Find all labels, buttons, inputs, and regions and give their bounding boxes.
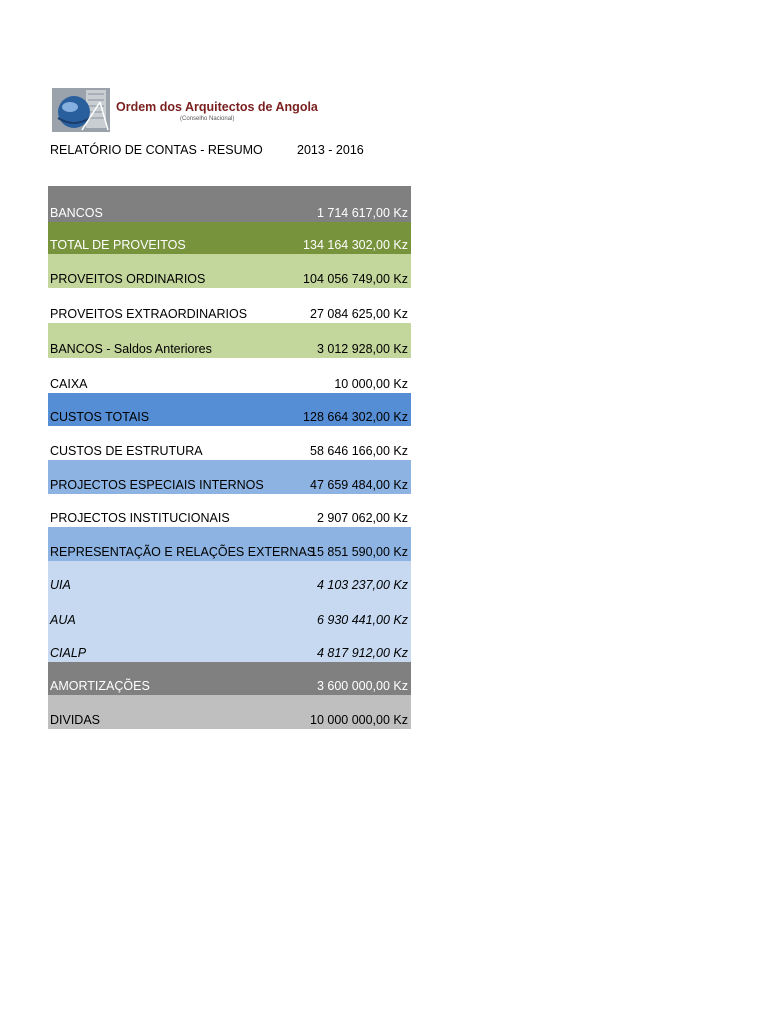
table-row <box>48 323 411 358</box>
row-value: 128 664 302,00 Kz <box>303 410 408 424</box>
row-value: 4 103 237,00 Kz <box>316 578 408 592</box>
table-row <box>48 527 411 561</box>
row-label: PROJECTOS INSTITUCIONAIS <box>50 511 230 525</box>
globe-logo-icon <box>52 88 110 132</box>
table-row <box>48 460 411 494</box>
row-value: 104 056 749,00 Kz <box>303 272 408 286</box>
accounts-summary-table <box>48 186 411 729</box>
table-row <box>48 629 411 662</box>
row-value: 2 907 062,00 Kz <box>316 511 408 525</box>
report-title: RELATÓRIO DE CONTAS - RESUMO <box>50 143 263 157</box>
table-row <box>48 594 411 629</box>
row-label: TOTAL DE PROVEITOS <box>50 238 186 252</box>
row-value: 10 000 000,00 Kz <box>310 713 408 727</box>
row-label: AMORTIZAÇÕES <box>50 679 150 693</box>
row-value: 47 659 484,00 Kz <box>310 478 408 492</box>
row-label: PROVEITOS EXTRAORDINARIOS <box>50 307 248 321</box>
table-row <box>48 393 411 426</box>
row-value: 4 817 912,00 Kz <box>316 646 408 660</box>
table-row <box>48 186 411 222</box>
row-value: 1 714 617,00 Kz <box>316 206 408 220</box>
row-label: PROVEITOS ORDINARIOS <box>50 272 206 286</box>
row-label: AUA <box>50 613 76 627</box>
report-period: 2013 - 2016 <box>297 143 364 157</box>
table-row <box>48 662 411 695</box>
row-value: 27 084 625,00 Kz <box>310 307 408 321</box>
organization-subtitle: (Conselho Nacional) <box>180 116 235 122</box>
row-value: 58 646 166,00 Kz <box>310 444 408 458</box>
row-label: REPRESENTAÇÃO E RELAÇÕES EXTERNAS <box>50 545 316 559</box>
table-row <box>48 494 411 527</box>
row-value: 15 851 590,00 Kz <box>310 545 408 559</box>
row-label: BANCOS - Saldos Anteriores <box>50 342 212 356</box>
table-row <box>48 254 411 288</box>
organization-name: Ordem dos Arquitectos de Angola <box>116 100 318 114</box>
row-value: 3 600 000,00 Kz <box>316 679 408 693</box>
row-value: 6 930 441,00 Kz <box>316 613 408 627</box>
row-label: CIALP <box>50 646 87 660</box>
table-row <box>48 426 411 460</box>
row-label: CUSTOS DE ESTRUTURA <box>50 444 203 458</box>
table-row <box>48 561 411 594</box>
organization-logo <box>50 86 318 136</box>
row-value: 3 012 928,00 Kz <box>316 342 408 356</box>
row-label: PROJECTOS ESPECIAIS INTERNOS <box>50 478 264 492</box>
row-value: 10 000,00 Kz <box>334 377 408 391</box>
row-label: UIA <box>50 578 71 592</box>
table-row <box>48 695 411 729</box>
row-label: CUSTOS TOTAIS <box>50 410 150 424</box>
table-row <box>48 358 411 393</box>
row-label: DIVIDAS <box>50 713 101 727</box>
row-label: CAIXA <box>50 377 88 391</box>
row-value: 134 164 302,00 Kz <box>303 238 408 252</box>
row-label: BANCOS <box>50 206 103 220</box>
table-row <box>48 288 411 323</box>
table-row <box>48 222 411 254</box>
